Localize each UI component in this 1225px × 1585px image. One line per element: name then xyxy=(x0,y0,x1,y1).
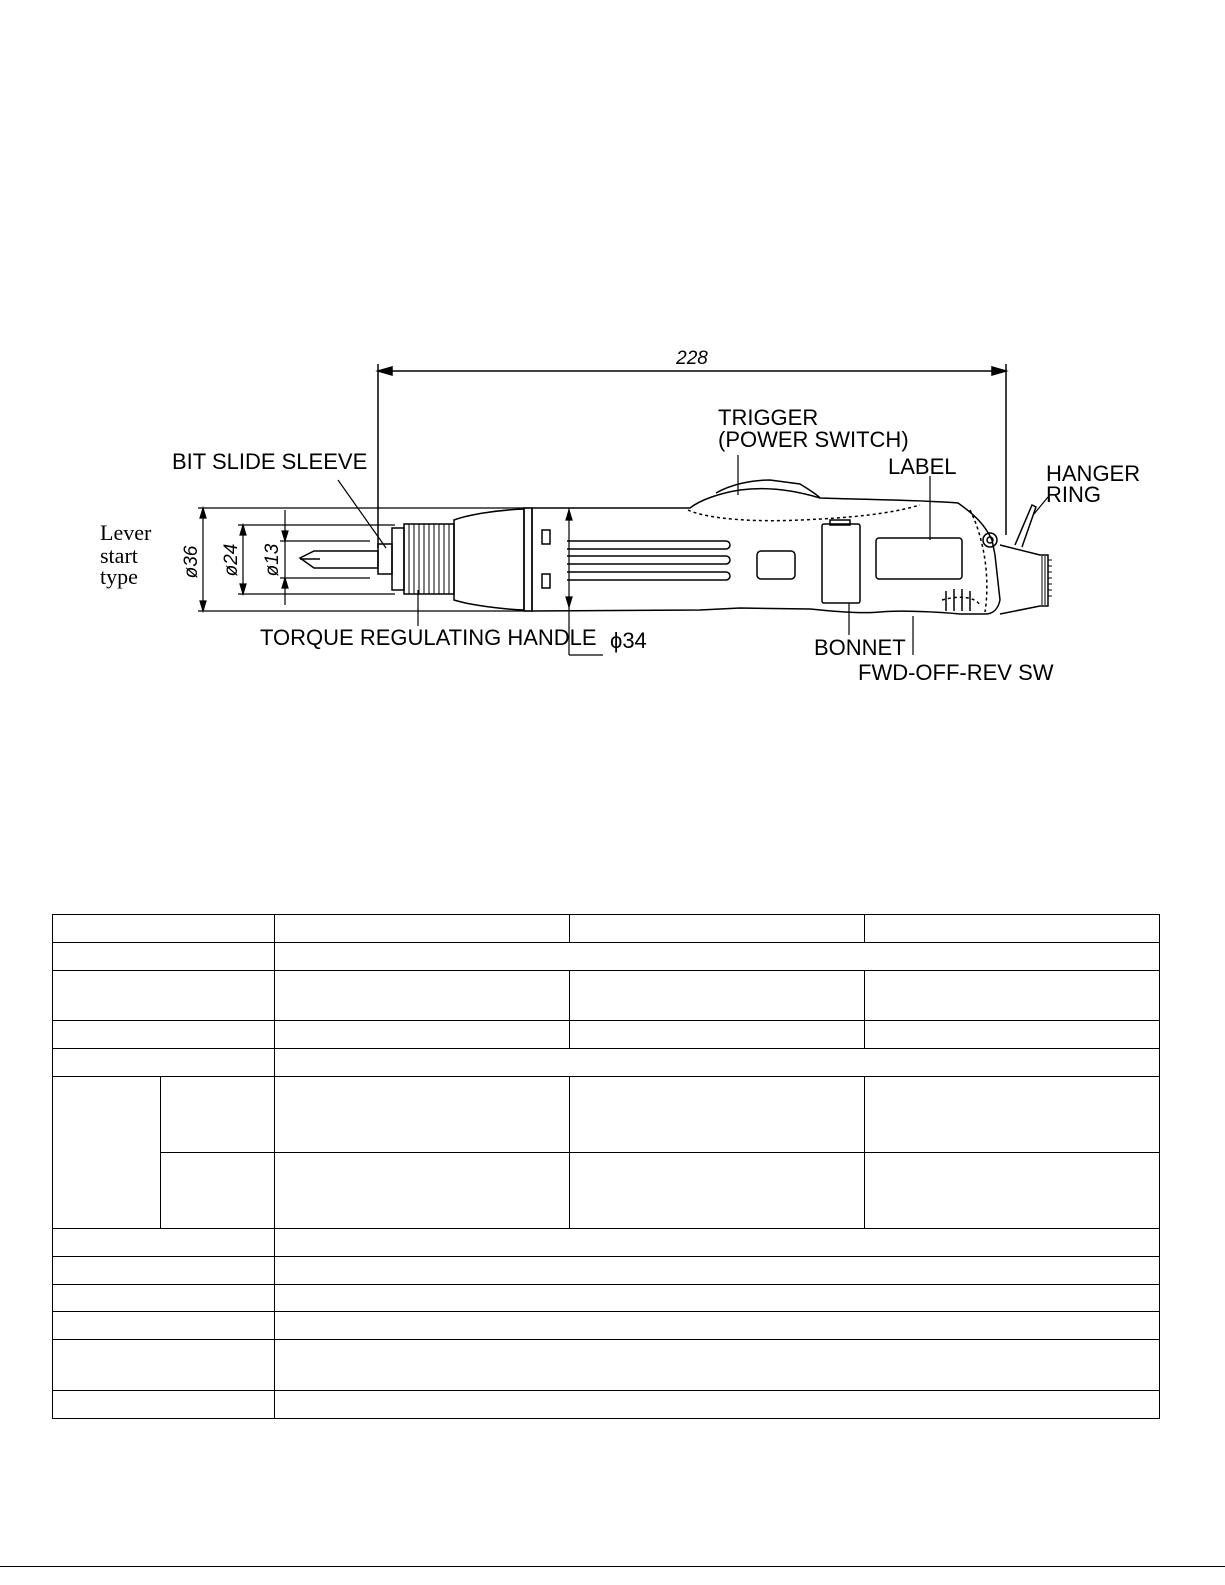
table-cell xyxy=(570,971,865,1021)
diameter-34-label: ϕ34 xyxy=(610,628,647,653)
table-row xyxy=(53,1391,1160,1419)
table-row xyxy=(53,1153,1160,1229)
table-cell xyxy=(275,1021,570,1049)
table-cell xyxy=(275,943,1160,971)
table-row xyxy=(53,1257,1160,1285)
table-cell xyxy=(53,1340,275,1391)
trigger-label-line2: (POWER SWITCH) xyxy=(718,427,909,452)
table-row xyxy=(53,1229,1160,1257)
table-cell xyxy=(275,915,570,943)
table-cell xyxy=(53,1077,161,1229)
diameter-24-label: ø24 xyxy=(221,543,242,577)
table-cell xyxy=(53,1021,275,1049)
table-cell xyxy=(865,915,1160,943)
table-row xyxy=(53,1285,1160,1312)
table-cell xyxy=(275,971,570,1021)
screwdriver-dimension-drawing xyxy=(0,320,1225,700)
table-cell xyxy=(53,1285,275,1312)
side-note-line1: Lever xyxy=(100,520,152,545)
trigger-label-line1: TRIGGER xyxy=(718,405,819,430)
table-cell xyxy=(275,1077,570,1153)
table-row xyxy=(53,915,1160,943)
table-cell xyxy=(275,1391,1160,1419)
table-cell xyxy=(865,971,1160,1021)
table-cell xyxy=(570,1077,865,1153)
label-label: LABEL xyxy=(888,454,957,479)
table-cell xyxy=(53,915,275,943)
specification-table xyxy=(52,914,1160,1419)
table-cell xyxy=(161,1153,275,1229)
table-cell xyxy=(275,1312,1160,1340)
diameter-36-label: ø36 xyxy=(181,545,202,579)
table-cell xyxy=(275,1229,1160,1257)
table-row xyxy=(53,1340,1160,1391)
table-row xyxy=(53,1077,1160,1153)
side-note-line3: type xyxy=(100,564,138,589)
diameter-13-label: ø13 xyxy=(262,543,283,577)
table-cell xyxy=(161,1077,275,1153)
hanger-ring-label-line2: RING xyxy=(1046,482,1101,507)
table-cell xyxy=(570,1153,865,1229)
table-cell xyxy=(53,1049,275,1077)
table-cell xyxy=(570,915,865,943)
footer-rule xyxy=(0,1566,1225,1567)
table-row xyxy=(53,971,1160,1021)
table-cell xyxy=(53,971,275,1021)
table-cell xyxy=(275,1285,1160,1312)
bonnet-label: BONNET xyxy=(814,635,906,660)
table-cell xyxy=(275,1340,1160,1391)
table-cell xyxy=(53,1257,275,1285)
table-row xyxy=(53,1312,1160,1340)
table-row xyxy=(53,1049,1160,1077)
torque-regulating-handle-label: TORQUE REGULATING HANDLE xyxy=(260,625,597,650)
table-cell xyxy=(275,1049,1160,1077)
fwd-off-rev-switch-label: FWD-OFF-REV SW xyxy=(858,660,1054,685)
hanger-ring-label-line1: HANGER xyxy=(1046,461,1141,486)
table-cell xyxy=(570,1021,865,1049)
table-row xyxy=(53,1021,1160,1049)
table-cell xyxy=(275,1257,1160,1285)
table-row xyxy=(53,943,1160,971)
length-value: 228 xyxy=(676,348,708,369)
table-cell xyxy=(865,1077,1160,1153)
table-cell xyxy=(53,1391,275,1419)
table-cell xyxy=(275,1153,570,1229)
table-cell xyxy=(53,943,275,971)
side-note-line2: start xyxy=(100,543,138,568)
bit-slide-sleeve-label: BIT SLIDE SLEEVE xyxy=(172,449,368,474)
table-cell xyxy=(865,1153,1160,1229)
table-cell xyxy=(865,1021,1160,1049)
table-cell xyxy=(53,1229,275,1257)
screwdriver-outline xyxy=(300,480,1052,614)
table-cell xyxy=(53,1312,275,1340)
